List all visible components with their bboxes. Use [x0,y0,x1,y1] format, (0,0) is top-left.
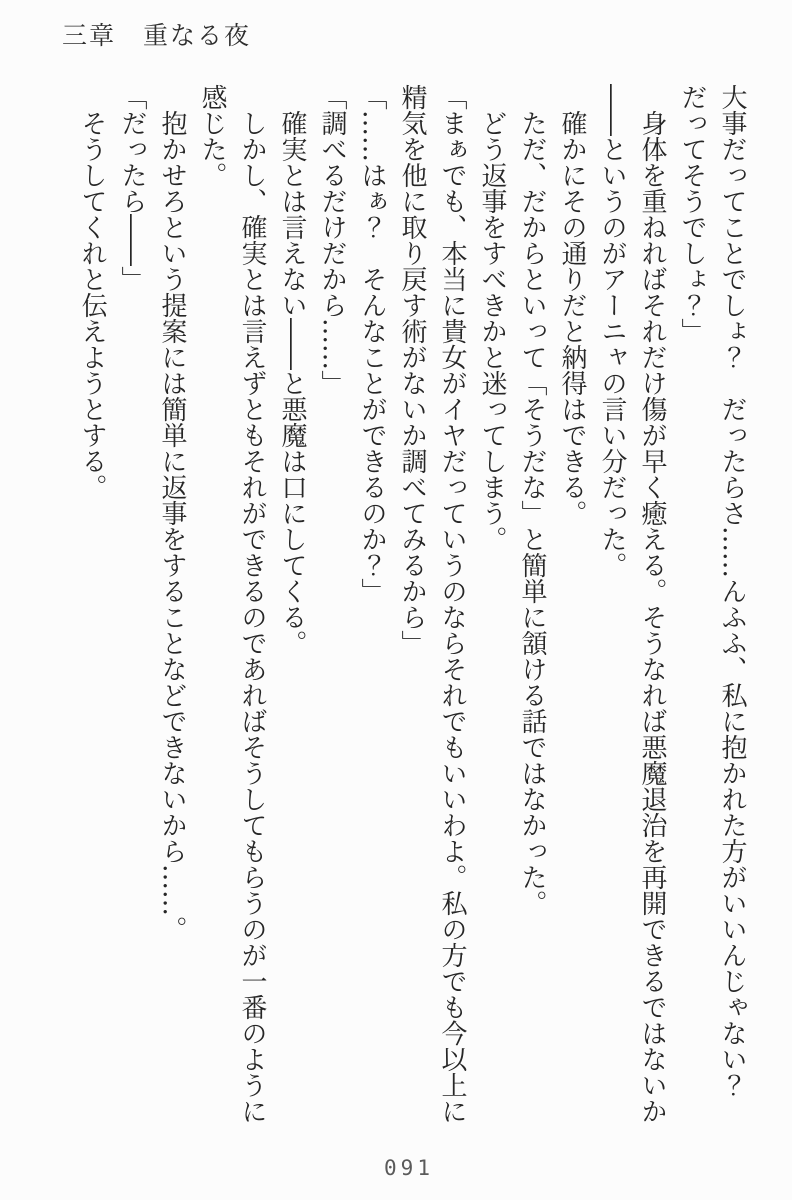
text-line: 「だったら――」 [117,84,147,292]
text-line: 「まぁでも、本当に貴女がイヤだっていうのならそれでもいいわよ。私の方でも今以上に [437,84,467,1124]
text-line: 確かにその通りだと納得はできる。 [557,110,587,526]
text-line: そうしてくれと伝えようとする。 [77,110,107,500]
text-line: ――というのがアーニャの言い分だった。 [597,84,627,578]
chapter-header: 三章 重なる夜 [62,21,252,50]
text-line: 抱かせろという提案には簡単に返事をすることなどできないから……。 [157,110,187,942]
text-line: どう返事をすべきかと迷ってしまう。 [477,110,507,552]
text-line: 精気を他に取り戻す術がないか調べてみるから」 [397,84,427,656]
text-line: だってそうでしょ？」 [677,84,707,344]
text-line: 「……はぁ？ そんなことができるのか？」 [357,84,387,604]
page-number: 091 [384,1156,434,1180]
text-body [60,84,752,1154]
text-line: 大事だってことでしょ？ だったらさ……んふふ、私に抱かれた方がいいんじゃない？ [717,84,747,1098]
text-line: 「調べるだけだから……」 [317,84,347,396]
text-line: 確実とは言えない――と悪魔は口にしてくる。 [277,110,307,656]
text-line: しかし、確実とは言えずともそれができるのであればそうしてもらうのが一番のように [237,110,267,1124]
text-line: 身体を重ねればそれだけ傷が早く癒える。そうなれば悪魔退治を再開できるではないか [637,110,667,1124]
text-line: ただ、だからといって「そうだな」と簡単に頷ける話ではなかった。 [517,110,547,916]
text-line: 感じた。 [197,84,227,188]
